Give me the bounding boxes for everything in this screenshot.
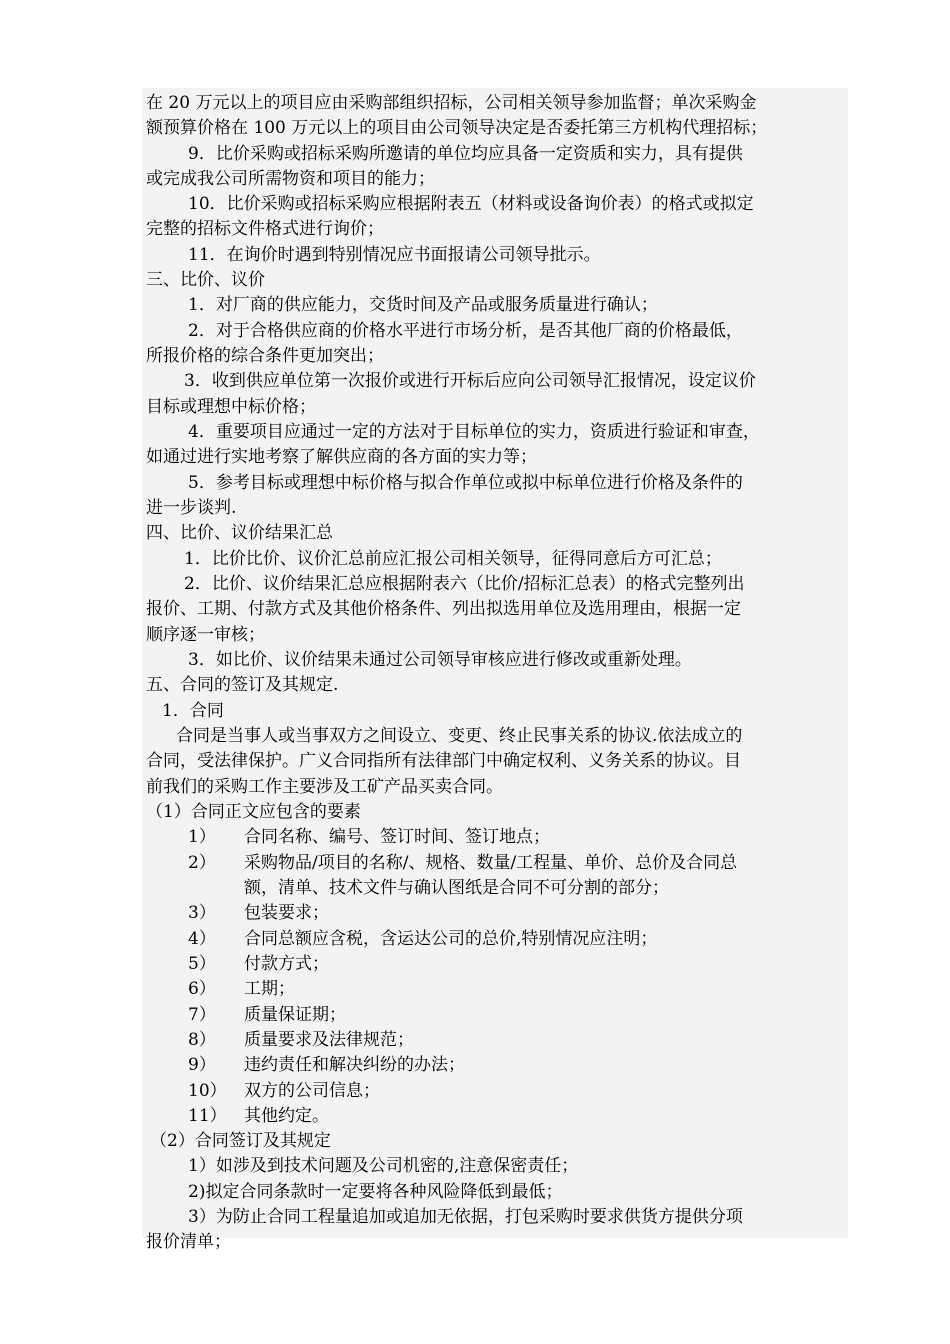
- text-line: 3．如比价、议价结果未通过公司领导审核应进行修改或重新处理。: [188, 650, 692, 670]
- list-item-text: 工期；: [244, 979, 295, 999]
- text-line: 合同，受法律保护。广义合同指所有法律部门中确定权利、义务关系的协议。目: [146, 751, 741, 771]
- list-item-text: 合同总额应含税，含运达公司的总价,特别情况应注明；: [244, 929, 658, 949]
- list-number: 6）: [188, 979, 216, 999]
- list-number: 5）: [188, 954, 216, 974]
- text-line: 额预算价格在 100 万元以上的项目由公司领导决定是否委托第三方机构代理招标；: [146, 118, 768, 138]
- text-line: 五、合同的签订及其规定.: [146, 675, 339, 695]
- list-number: 2）: [188, 853, 216, 873]
- text-line: 四、比价、议价结果汇总: [146, 523, 333, 543]
- text-line: 9．比价采购或招标采购所邀请的单位均应具备一定资质和实力，具有提供: [188, 144, 743, 164]
- text-line: 进一步谈判.: [146, 498, 237, 518]
- list-number: 11）: [188, 1106, 227, 1126]
- text-line: 前我们的采购工作主要涉及工矿产品买卖合同。: [146, 777, 503, 797]
- list-number: 8）: [188, 1030, 216, 1050]
- list-number: 7）: [188, 1005, 216, 1025]
- text-line: 11．在询价时遇到特别情况应书面报请公司领导批示。: [188, 245, 601, 265]
- list-number: 9）: [188, 1055, 216, 1075]
- text-line: 顺序逐一审核；: [146, 625, 265, 645]
- text-line: 10．比价采购或招标采购应根据附表五（材料或设备询价表）的格式或拟定: [188, 194, 754, 214]
- text-line: 3．收到供应单位第一次报价或进行开标后应向公司领导汇报情况，设定议价: [184, 371, 756, 391]
- text-line: 在 20 万元以上的项目应由采购部组织招标，公司相关领导参加监督；单次采购金: [146, 93, 757, 113]
- text-line: 额，清单、技术文件与确认图纸是合同不可分割的部分；: [244, 878, 669, 898]
- list-item-text: 其他约定。: [244, 1106, 329, 1126]
- text-line: 2．比价、议价结果汇总应根据附表六（比价/招标汇总表）的格式完整列出: [184, 574, 745, 594]
- text-line: （2）合同签订及其规定: [150, 1131, 331, 1151]
- text-line: 1）如涉及到技术问题及公司机密的,注意保密责任；: [188, 1156, 579, 1176]
- text-line: 报价清单；: [146, 1232, 231, 1252]
- list-item-text: 质量要求及法律规范；: [244, 1030, 414, 1050]
- list-item-text: 付款方式；: [244, 954, 329, 974]
- text-line: 完整的招标文件格式进行询价；: [146, 219, 384, 239]
- text-line: 3）为防止合同工程量追加或追加无依据，打包采购时要求供货方提供分项: [188, 1207, 743, 1227]
- list-item-text: 违约责任和解决纠纷的办法；: [244, 1055, 465, 1075]
- text-line: 报价、工期、付款方式及其他价格条件、列出拟选用单位及选用理由，根据一定: [146, 599, 741, 619]
- list-number: 3）: [188, 903, 216, 923]
- list-item-text: 包装要求；: [244, 903, 329, 923]
- list-item-text: 质量保证期；: [244, 1005, 346, 1025]
- list-number: 4）: [188, 929, 216, 949]
- text-line: 目标或理想中标价格；: [146, 397, 316, 417]
- text-line: 2)拟定合同条款时一定要将各种风险降低到最低；: [188, 1182, 563, 1202]
- list-number: 1）: [188, 827, 216, 847]
- list-item-text: 采购物品/项目的名称/、规格、数量/工程量、单价、总价及合同总: [244, 853, 738, 873]
- text-line: 或完成我公司所需物资和项目的能力；: [146, 169, 435, 189]
- text-line: 如通过进行实地考察了解供应商的各方面的实力等；: [146, 447, 537, 467]
- text-line: 1．比价比价、议价汇总前应汇报公司相关领导，征得同意后方可汇总；: [184, 549, 722, 569]
- list-item-text: 双方的公司信息；: [244, 1081, 380, 1101]
- text-line: 三、比价、议价: [146, 270, 265, 290]
- text-line: 2．对于合格供应商的价格水平进行市场分析，是否其他厂商的价格最低，: [188, 321, 743, 341]
- text-line: 1．合同: [162, 701, 224, 721]
- text-line: 合同是当事人或当事双方之间设立、变更、终止民事关系的协议.依法成立的: [176, 726, 743, 746]
- text-line: 所报价格的综合条件更加突出；: [146, 346, 384, 366]
- text-line: （1）合同正文应包含的要素: [146, 802, 361, 822]
- text-line: 5．参考目标或理想中标价格与拟合作单位或拟中标单位进行价格及条件的: [188, 473, 743, 493]
- text-line: 1．对厂商的供应能力，交货时间及产品或服务质量进行确认；: [188, 295, 658, 315]
- list-item-text: 合同名称、编号、签订时间、签订地点；: [244, 827, 550, 847]
- text-line: 4．重要项目应通过一定的方法对于目标单位的实力，资质进行验证和审查，: [188, 422, 760, 442]
- list-number: 10）: [188, 1081, 227, 1101]
